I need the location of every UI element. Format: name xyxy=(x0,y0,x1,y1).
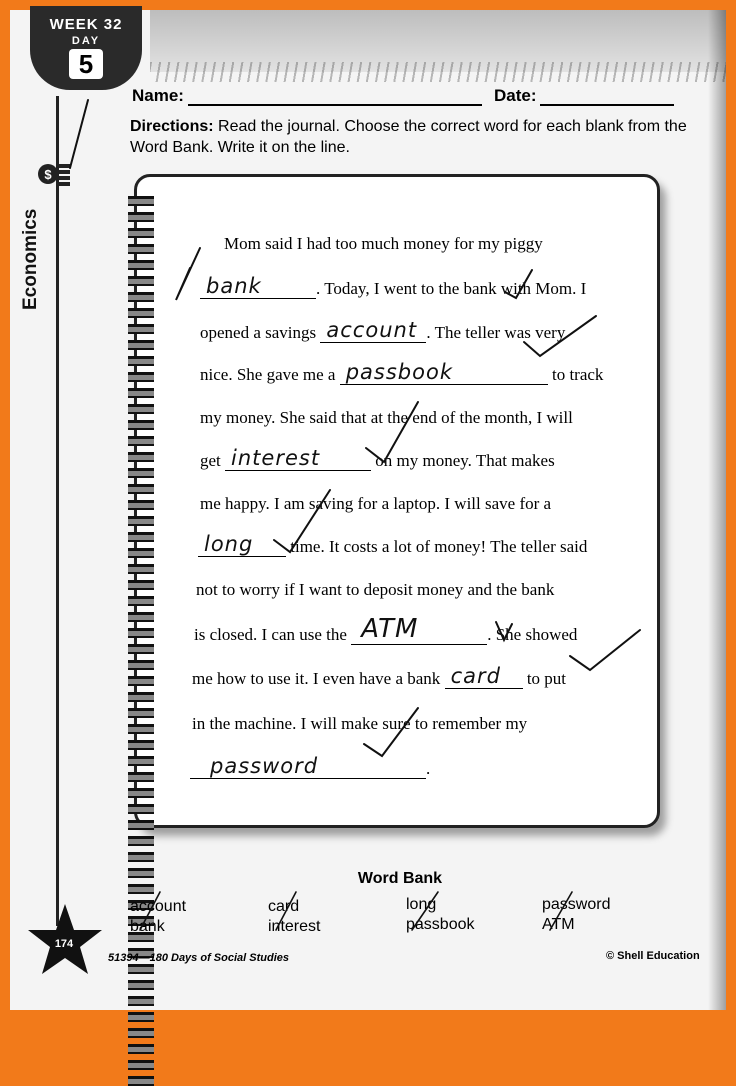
journal-text-span: to track xyxy=(551,365,604,384)
journal-text-span: nice. She gave me a xyxy=(200,365,336,384)
word-bank-item: account xyxy=(130,898,187,915)
spiral-ring xyxy=(128,852,154,862)
spiral-ring xyxy=(128,692,154,702)
spiral-ring xyxy=(128,964,154,974)
spiral-ring xyxy=(128,660,154,670)
spiral-ring xyxy=(128,612,154,622)
word-bank-item: passbook xyxy=(406,916,475,933)
svg-text:$: $ xyxy=(44,167,52,182)
spiral-binding xyxy=(128,196,168,816)
spiral-ring xyxy=(128,500,154,510)
spiral-ring xyxy=(128,420,154,430)
word-bank-item: ATM xyxy=(542,916,575,933)
answer-blank[interactable] xyxy=(198,532,286,557)
journal-text-span: is closed. I can use the xyxy=(194,625,347,644)
side-rule xyxy=(56,96,59,926)
spiral-ring xyxy=(128,1076,154,1086)
spiral-ring xyxy=(128,1012,154,1022)
spiral-ring xyxy=(128,276,154,286)
spiral-ring xyxy=(128,532,154,542)
word-bank-item: long xyxy=(406,896,437,913)
word-bank-item: password xyxy=(542,896,611,913)
journal-text-span: . She showed xyxy=(487,625,578,644)
spiral-ring xyxy=(128,548,154,558)
journal-text-span: . The teller was very xyxy=(426,323,566,342)
spiral-ring xyxy=(128,628,154,638)
spiral-ring xyxy=(128,980,154,990)
journal-line xyxy=(200,318,566,343)
spiral-ring xyxy=(128,596,154,606)
handwritten-answer: long xyxy=(204,532,254,556)
spiral-ring xyxy=(128,372,154,382)
spiral-ring xyxy=(128,740,154,750)
spiral-ring xyxy=(128,356,154,366)
spiral-ring xyxy=(128,452,154,462)
journal-line: me happy. I am saving for a laptop. I will save for a xyxy=(200,494,552,513)
subject-label: Economics xyxy=(20,208,41,310)
word-bank-item: interest xyxy=(268,918,321,935)
directions-heading: Directions: xyxy=(130,118,214,135)
spiral-ring xyxy=(128,708,154,718)
journal-line: not to worry if I want to deposit money and the bank xyxy=(196,580,555,599)
spiral-ring xyxy=(128,580,154,590)
publisher: © Shell Education xyxy=(606,950,700,962)
name-label: Name: xyxy=(132,86,184,105)
spiral-ring xyxy=(128,1060,154,1070)
spiral-ring xyxy=(128,788,154,798)
spiral-ring xyxy=(128,1028,154,1038)
handwritten-answer: passbook xyxy=(345,360,453,384)
handwritten-answer: card xyxy=(450,664,501,688)
spiral-ring xyxy=(128,292,154,302)
journal-line xyxy=(198,532,588,557)
answer-blank[interactable] xyxy=(445,664,523,689)
journal-line xyxy=(200,446,555,471)
spiral-ring xyxy=(128,196,154,206)
spiral-ring xyxy=(128,884,154,894)
journal-text-span: . xyxy=(426,759,431,778)
word-bank-item: card xyxy=(268,898,300,915)
answer-blank[interactable] xyxy=(200,274,316,299)
handwritten-answer: bank xyxy=(206,274,262,298)
journal-text-span: get xyxy=(200,451,221,470)
spiral-ring xyxy=(128,836,154,846)
answer-blank[interactable] xyxy=(225,446,371,471)
spiral-ring xyxy=(128,756,154,766)
directions xyxy=(130,116,690,158)
page-number: 174 xyxy=(54,938,74,950)
day-number: 5 xyxy=(69,49,103,79)
page-shadow xyxy=(708,10,726,1010)
journal-text-span: me how to use it. I even have a bank xyxy=(192,669,441,688)
journal-line xyxy=(190,754,431,779)
answer-blank[interactable] xyxy=(340,360,548,385)
journal-line xyxy=(200,360,604,385)
spiral-ring xyxy=(128,260,154,270)
spiral-ring xyxy=(128,564,154,574)
spiral-ring xyxy=(128,340,154,350)
journal-text-span: opened a savings xyxy=(200,323,317,342)
book-title: 51394—180 Days of Social Studies xyxy=(108,952,289,964)
journal-text-span: time. It costs a lot of money! The teller said xyxy=(290,537,588,556)
spiral-ring xyxy=(128,644,154,654)
torn-edge xyxy=(150,62,726,82)
week-label: WEEK 32 xyxy=(49,16,123,33)
answer-blank[interactable] xyxy=(190,754,426,779)
word-bank-item: bank xyxy=(130,918,165,935)
spiral-ring xyxy=(128,212,154,222)
spiral-ring xyxy=(128,868,154,878)
spiral-ring xyxy=(128,244,154,254)
spiral-ring xyxy=(128,804,154,814)
journal-line xyxy=(194,614,578,645)
journal-text-span: on my money. That makes xyxy=(375,451,555,470)
journal-line: in the machine. I will make sure to remember my xyxy=(192,714,528,733)
answer-blank[interactable] xyxy=(351,614,487,645)
word-bank-title: Word Bank xyxy=(357,870,443,887)
journal-text-span: . Today, I went to the bank with Mom. I xyxy=(316,279,587,298)
directions-text: Read the journal. Choose the correct word for each blank from the Word Bank. Write it on the line. xyxy=(130,118,687,156)
journal-line xyxy=(192,664,567,689)
spiral-ring xyxy=(128,436,154,446)
spiral-ring xyxy=(128,724,154,734)
spiral-ring xyxy=(128,1044,154,1054)
handwritten-answer: password xyxy=(210,754,319,778)
spiral-ring xyxy=(128,404,154,414)
spiral-ring xyxy=(128,516,154,526)
date-field[interactable] xyxy=(540,104,674,106)
handwritten-answer: account xyxy=(326,318,418,342)
spiral-ring xyxy=(128,996,154,1006)
coins-icon xyxy=(36,158,72,192)
handwritten-answer: ATM xyxy=(361,614,419,644)
spiral-ring xyxy=(128,388,154,398)
journal-line xyxy=(200,274,587,299)
journal-text-span: to put xyxy=(526,669,567,688)
name-field[interactable] xyxy=(188,104,482,106)
week-day-badge xyxy=(30,6,142,90)
date-label: Date: xyxy=(494,86,537,105)
journal-line: my money. She said that at the end of the month, I will xyxy=(200,408,573,427)
spiral-ring xyxy=(128,772,154,782)
spiral-ring xyxy=(128,468,154,478)
spiral-ring xyxy=(128,324,154,334)
handwritten-answer: interest xyxy=(231,446,321,470)
spiral-ring xyxy=(128,820,154,830)
spiral-ring xyxy=(128,484,154,494)
spiral-ring xyxy=(128,228,154,238)
spiral-ring xyxy=(128,676,154,686)
answer-blank[interactable] xyxy=(320,318,426,343)
spiral-ring xyxy=(128,308,154,318)
journal-line: Mom said I had too much money for my piggy xyxy=(224,234,543,253)
day-label: DAY xyxy=(71,35,101,47)
